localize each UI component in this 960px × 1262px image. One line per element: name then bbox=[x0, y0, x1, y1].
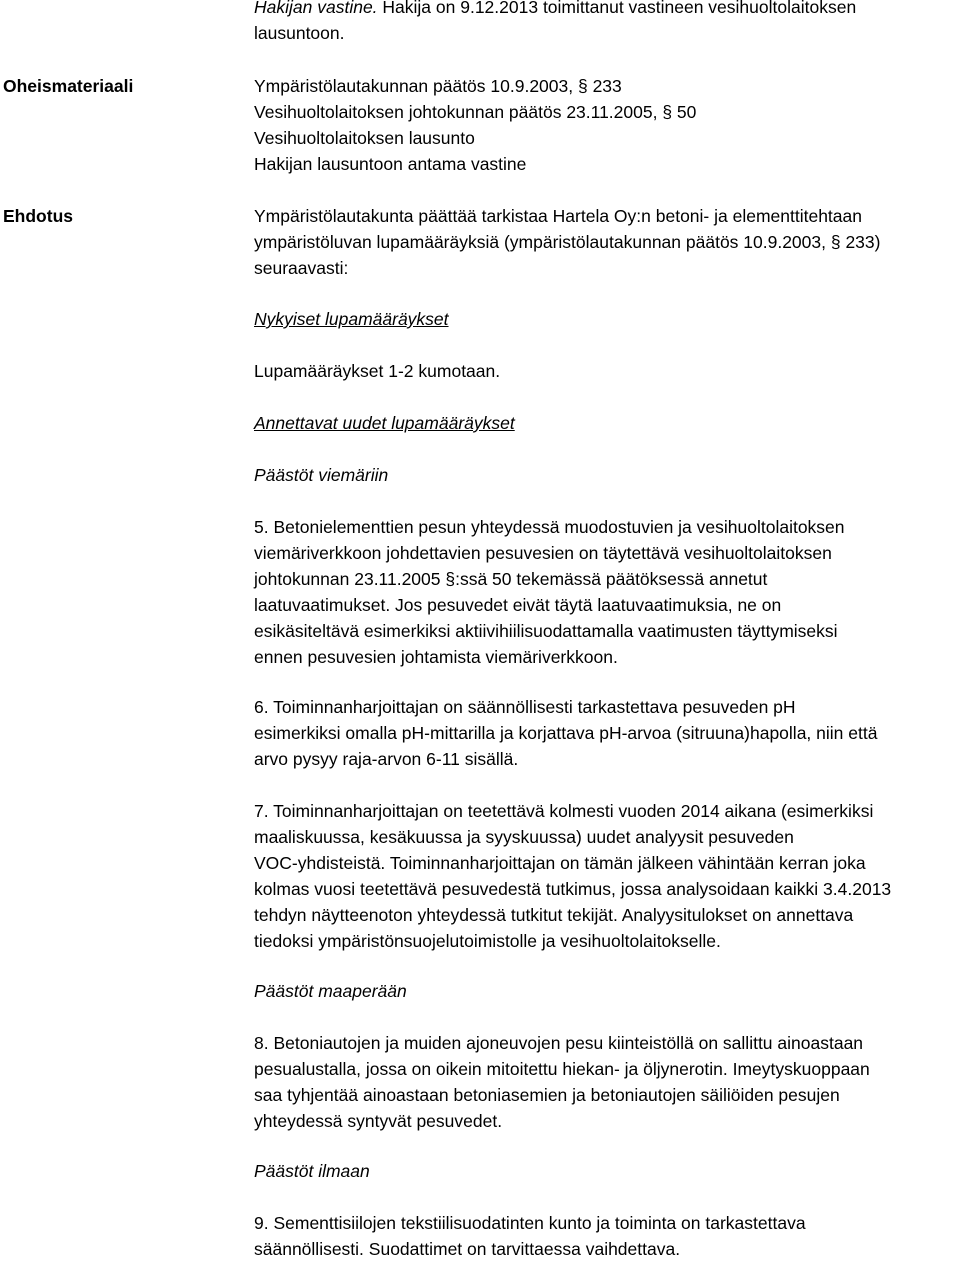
item-line: maaliskuussa, kesäkuussa ja syyskuussa) uudet analyysit pesuveden bbox=[254, 827, 794, 847]
item-line: 5. Betonielementtien pesun yhteydessä muodostuvien ja vesihuoltolaitoksen bbox=[254, 517, 845, 537]
current-regulations-heading: Nykyiset lupamääräykset bbox=[254, 309, 449, 329]
item-line: tiedoksi ympäristönsuojelutoimistolle ja vesihuoltolaitokselle. bbox=[254, 931, 721, 951]
intro-line-2: lausuntoon. bbox=[254, 23, 345, 43]
attachment-item: Hakijan lausuntoon antama vastine bbox=[254, 154, 527, 174]
sewer-emissions-heading: Päästöt viemäriin bbox=[254, 465, 389, 485]
item-line: pesualustalla, jossa on oikein mitoitettu hiekan- ja öljynerotin. Imeytyskuoppaan bbox=[254, 1059, 870, 1079]
regulation-item-7 bbox=[254, 798, 958, 954]
item-line: ennen pesuvesien johtamista viemäriverkkoon. bbox=[254, 647, 618, 667]
item-line: 7. Toiminnanharjoittajan on teetettävä kolmesti vuoden 2014 aikana (esimerkiksi bbox=[254, 801, 874, 821]
attachments-list bbox=[254, 73, 958, 177]
intro-line-1: Hakija on 9.12.2013 toimittanut vastineen vesihuoltolaitoksen bbox=[377, 0, 857, 17]
item-line: 9. Sementtisiilojen tekstiilisuodatinten kunto ja toiminta on tarkastettava bbox=[254, 1213, 806, 1233]
item-line: VOC-yhdisteistä. Toiminnanharjoittajan on tämän jälkeen vähintään kerran joka bbox=[254, 853, 866, 873]
attachment-item: Vesihuoltolaitoksen lausunto bbox=[254, 128, 475, 148]
item-line: esikäsiteltävä esimerkiksi aktiivihiilisuodattamalla vaatimusten täyttymiseksi bbox=[254, 621, 838, 641]
intro-italic: Hakijan vastine. bbox=[254, 0, 378, 17]
item-line: esimerkiksi omalla pH-mittarilla ja korjattava pH-arvoa (sitruuna)hapolla, niin että bbox=[254, 723, 878, 743]
regulation-item-9 bbox=[254, 1210, 958, 1262]
attachment-item: Vesihuoltolaitoksen johtokunnan päätös 23.11.2005, § 50 bbox=[254, 102, 697, 122]
item-line: 6. Toiminnanharjoittajan on säännöllisesti tarkastettava pesuveden pH bbox=[254, 697, 796, 717]
item-line: yhteydessä syntyvät pesuvedet. bbox=[254, 1111, 503, 1131]
proposal-intro bbox=[254, 203, 958, 281]
intro-paragraph bbox=[254, 0, 958, 46]
air-emissions-heading: Päästöt ilmaan bbox=[254, 1161, 370, 1181]
item-line: tehdyn näytteenoton yhteydessä tutkitut tekijät. Analyysitulokset on annettava bbox=[254, 905, 854, 925]
regulation-item-6 bbox=[254, 694, 958, 772]
item-line: 8. Betoniautojen ja muiden ajoneuvojen pesu kiinteistöllä on sallittu ainoastaan bbox=[254, 1033, 864, 1053]
regulation-item-8 bbox=[254, 1030, 958, 1134]
item-line: saa tyhjentää ainoastaan betoniasemien ja betoniautojen säiliöiden pesujen bbox=[254, 1085, 840, 1105]
ground-emissions-heading: Päästöt maaperään bbox=[254, 981, 407, 1001]
item-line: arvo pysyy raja-arvon 6-11 sisällä. bbox=[254, 749, 519, 769]
proposal-intro-line: ympäristöluvan lupamääräyksiä (ympäristölautakunnan päätös 10.9.2003, § 233) bbox=[254, 232, 881, 252]
item-line: säännöllisesti. Suodattimet on tarvittaessa vaihdettava. bbox=[254, 1239, 681, 1259]
proposal-label: Ehdotus bbox=[3, 206, 73, 226]
regulation-item-5 bbox=[254, 514, 958, 670]
item-line: viemäriverkkoon johdettavien pesuvesien on täytettävä vesihuoltolaitoksen bbox=[254, 543, 832, 563]
attachment-item: Ympäristölautakunnan päätös 10.9.2003, § 233 bbox=[254, 76, 622, 96]
attachments-label: Oheismateriaali bbox=[3, 76, 134, 96]
proposal-intro-line: seuraavasti: bbox=[254, 258, 349, 278]
item-line: kolmas vuosi teetettävä pesuvedestä tutkimus, jossa analysoidaan kaikki 3.4.2013 bbox=[254, 879, 892, 899]
item-line: laatuvaatimukset. Jos pesuvedet eivät täytä laatuvaatimuksia, ne on bbox=[254, 595, 782, 615]
new-regulations-heading: Annettavat uudet lupamääräykset bbox=[254, 413, 515, 433]
current-regulations-text: Lupamääräykset 1-2 kumotaan. bbox=[254, 361, 501, 381]
proposal-intro-line: Ympäristölautakunta päättää tarkistaa Hartela Oy:n betoni- ja elementtitehtaan bbox=[254, 206, 862, 226]
item-line: johtokunnan 23.11.2005 §:ssä 50 tekemässä päätöksessä annetut bbox=[254, 569, 768, 589]
